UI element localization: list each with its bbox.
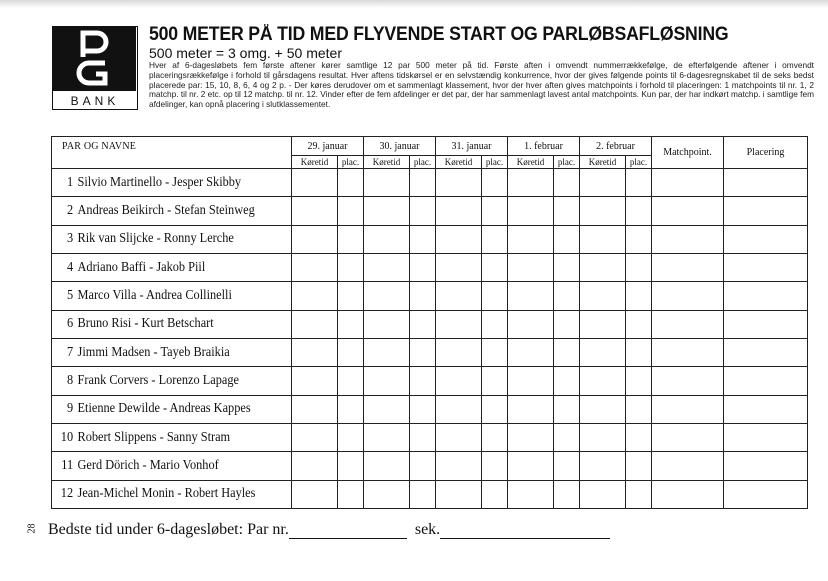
entry-cell[interactable] (410, 169, 436, 197)
results-table (51, 136, 808, 509)
table-row (52, 452, 808, 480)
pair-cell (52, 197, 292, 225)
entry-cell[interactable] (626, 452, 652, 480)
entry-cell[interactable] (410, 395, 436, 423)
entry-cell[interactable] (626, 225, 652, 253)
entry-cell[interactable] (508, 282, 554, 310)
entry-cell[interactable] (436, 253, 482, 281)
entry-cell[interactable] (724, 338, 808, 366)
entry-cell[interactable] (364, 310, 410, 338)
entry-cell[interactable] (436, 452, 482, 480)
koeretid-subheader: Køretid (364, 156, 410, 169)
entry-cell[interactable] (292, 282, 338, 310)
pair-number: 7 (66, 344, 74, 360)
bg-monogram-logo-icon (53, 27, 136, 91)
pair-names: Jimmi Madsen - Tayeb Braikia (77, 344, 230, 360)
entry-cell[interactable] (724, 480, 808, 508)
entry-cell[interactable] (410, 282, 436, 310)
entry-cell[interactable] (508, 452, 554, 480)
table-row (52, 367, 808, 395)
day-header: 29. januar (292, 137, 364, 156)
entry-cell[interactable] (652, 282, 724, 310)
entry-cell[interactable] (580, 395, 626, 423)
entry-cell[interactable] (580, 480, 626, 508)
entry-cell[interactable] (508, 480, 554, 508)
entry-cell[interactable] (724, 169, 808, 197)
entry-cell[interactable] (508, 310, 554, 338)
pair-entry (52, 373, 262, 389)
pair-number: 3 (66, 231, 74, 247)
entry-cell[interactable] (292, 169, 338, 197)
entry-cell[interactable] (580, 225, 626, 253)
entry-cell[interactable] (364, 480, 410, 508)
entry-cell[interactable] (482, 197, 508, 225)
pair-cell (52, 367, 292, 395)
entry-cell[interactable] (410, 367, 436, 395)
seconds-label: sek. (414, 521, 441, 538)
placering-column-header: Placering (724, 137, 808, 169)
entry-cell[interactable] (508, 169, 554, 197)
entry-cell[interactable] (580, 169, 626, 197)
entry-cell[interactable] (482, 282, 508, 310)
entry-cell[interactable] (436, 395, 482, 423)
koeretid-subheader: Køretid (292, 156, 338, 169)
entry-cell[interactable] (580, 197, 626, 225)
table-row (52, 338, 808, 366)
plac-subheader: plac. (410, 156, 436, 169)
entry-cell[interactable] (364, 452, 410, 480)
entry-cell[interactable] (652, 367, 724, 395)
entry-cell[interactable] (410, 197, 436, 225)
pair-cell (52, 225, 292, 253)
entry-cell[interactable] (724, 395, 808, 423)
bg-bank-logo (52, 26, 138, 110)
entry-cell[interactable] (652, 225, 724, 253)
koeretid-subheader: Køretid (436, 156, 482, 169)
pair-number-blank[interactable] (289, 522, 407, 539)
koeretid-subheader: Køretid (580, 156, 626, 169)
pair-names: Andreas Beikirch - Stefan Steinweg (77, 202, 255, 218)
entry-cell[interactable] (482, 395, 508, 423)
pair-names: Jean-Michel Monin - Robert Hayles (77, 486, 256, 502)
entry-cell[interactable] (580, 310, 626, 338)
entry-cell[interactable] (580, 367, 626, 395)
entry-cell[interactable] (338, 367, 364, 395)
pair-cell (52, 169, 292, 197)
pair-entry (52, 458, 262, 474)
entry-cell[interactable] (338, 197, 364, 225)
pair-cell (52, 253, 292, 281)
entry-cell[interactable] (292, 310, 338, 338)
pair-number: 2 (66, 202, 74, 218)
entry-cell[interactable] (724, 253, 808, 281)
entry-cell[interactable] (652, 480, 724, 508)
plac-subheader: plac. (482, 156, 508, 169)
entry-cell[interactable] (292, 395, 338, 423)
pair-entry (52, 401, 262, 417)
pair-cell (52, 452, 292, 480)
entry-cell[interactable] (508, 225, 554, 253)
entry-cell[interactable] (436, 169, 482, 197)
entry-cell[interactable] (508, 423, 554, 451)
pair-entry (52, 175, 262, 191)
entry-cell[interactable] (554, 197, 580, 225)
entry-cell[interactable] (436, 282, 482, 310)
pair-number: 5 (66, 287, 74, 303)
entry-cell[interactable] (724, 282, 808, 310)
best-time-label: Bedste tid under 6-dagesløbet: Par nr. (48, 521, 289, 538)
table-row (52, 480, 808, 508)
entry-cell[interactable] (292, 367, 338, 395)
entry-cell[interactable] (626, 395, 652, 423)
entry-cell[interactable] (482, 452, 508, 480)
entry-cell[interactable] (626, 480, 652, 508)
entry-cell[interactable] (580, 282, 626, 310)
page-title: 500 METER PÅ TID MED FLYVENDE START OG PARLØBSAFLØSNING (149, 24, 729, 45)
entry-cell[interactable] (482, 480, 508, 508)
entry-cell[interactable] (364, 367, 410, 395)
entry-cell[interactable] (652, 423, 724, 451)
entry-cell[interactable] (580, 253, 626, 281)
entry-cell[interactable] (364, 225, 410, 253)
entry-cell[interactable] (724, 367, 808, 395)
entry-cell[interactable] (338, 169, 364, 197)
entry-cell[interactable] (338, 282, 364, 310)
plac-subheader: plac. (338, 156, 364, 169)
table-row (52, 282, 808, 310)
entry-cell[interactable] (292, 480, 338, 508)
pair-entry (52, 288, 262, 304)
entry-cell[interactable] (436, 367, 482, 395)
entry-cell[interactable] (292, 452, 338, 480)
pair-names: Adriano Baffi - Jakob Piil (77, 259, 206, 275)
entry-cell[interactable] (338, 480, 364, 508)
pair-entry (52, 260, 262, 276)
day-header: 2. februar (580, 137, 652, 156)
table-row (52, 225, 808, 253)
intro-paragraph: Hver af 6-dagesløbets fem første aftener kører samtlige 12 par 500 meter på tid. Første aften i omvendt nummerrækkefølge, de efterfølgende aftener i omvendt placeringsrækkefølge i forhold til gårsdagens resultat. Hver aftens tidskørsel er en selvstændig konkurrence, hvor der gives følgende points til 6-dagesregnskabet til de seks bedst placerede par: 15, 10, 8, 6, 4 og 2 p. - Der køres derudover om et sammenlagt klassement, hvor der hver aften gives matchpoints i forhold til placeringen: 1 matchpoints til nr. 1, 2 matchp. til nr. 2 etc. op til 12 matchp. til nr. 12. Vinder efter de fem afdelinger er det par, der har sammenlagt lavest antal matchpoints. Kun par, der har indkørt matchp. i samtlige fem afdelinger, kan opnå placering i slutklassementet. (149, 60, 814, 110)
entry-cell[interactable] (436, 310, 482, 338)
entry-cell[interactable] (410, 253, 436, 281)
entry-cell[interactable] (482, 423, 508, 451)
pair-number: 1 (66, 174, 74, 190)
entry-cell[interactable] (508, 395, 554, 423)
entry-cell[interactable] (364, 338, 410, 366)
entry-cell[interactable] (554, 253, 580, 281)
entry-cell[interactable] (508, 367, 554, 395)
entry-cell[interactable] (436, 480, 482, 508)
entry-cell[interactable] (508, 338, 554, 366)
day-header: 30. januar (364, 137, 436, 156)
entry-cell[interactable] (554, 395, 580, 423)
page-number: 28 (26, 523, 38, 534)
entry-cell[interactable] (554, 225, 580, 253)
entry-cell[interactable] (626, 282, 652, 310)
entry-cell[interactable] (652, 310, 724, 338)
entry-cell[interactable] (482, 310, 508, 338)
entry-cell[interactable] (410, 310, 436, 338)
entry-cell[interactable] (410, 452, 436, 480)
table-row (52, 395, 808, 423)
entry-cell[interactable] (410, 338, 436, 366)
pair-entry (52, 345, 262, 361)
pair-names: Silvio Martinello - Jesper Skibby (77, 174, 242, 190)
entry-cell[interactable] (364, 169, 410, 197)
entry-cell[interactable] (724, 452, 808, 480)
entry-cell[interactable] (292, 338, 338, 366)
entry-cell[interactable] (580, 423, 626, 451)
pair-number: 10 (60, 429, 74, 445)
entry-cell[interactable] (338, 423, 364, 451)
entry-cell[interactable] (338, 452, 364, 480)
pair-entry (52, 316, 262, 332)
entry-cell[interactable] (554, 169, 580, 197)
entry-cell[interactable] (292, 225, 338, 253)
entry-cell[interactable] (652, 169, 724, 197)
entry-cell[interactable] (508, 253, 554, 281)
entry-cell[interactable] (410, 423, 436, 451)
entry-cell[interactable] (580, 338, 626, 366)
entry-cell[interactable] (338, 253, 364, 281)
entry-cell[interactable] (482, 253, 508, 281)
entry-cell[interactable] (292, 197, 338, 225)
pair-rows (52, 169, 808, 509)
entry-cell[interactable] (652, 452, 724, 480)
entry-cell[interactable] (410, 480, 436, 508)
table-row (52, 169, 808, 197)
table-row (52, 253, 808, 281)
pair-number: 6 (66, 316, 74, 332)
entry-cell[interactable] (292, 253, 338, 281)
names-column-header: PAR OG NAVNE (52, 137, 292, 169)
day-header: 31. januar (436, 137, 508, 156)
entry-cell[interactable] (364, 197, 410, 225)
pair-cell (52, 338, 292, 366)
pair-entry (52, 203, 262, 219)
entry-cell[interactable] (626, 423, 652, 451)
entry-cell[interactable] (292, 423, 338, 451)
entry-cell[interactable] (482, 225, 508, 253)
pair-cell (52, 282, 292, 310)
pair-names: Bruno Risi - Kurt Betschart (77, 316, 214, 332)
entry-cell[interactable] (482, 338, 508, 366)
pair-cell (52, 310, 292, 338)
entry-cell[interactable] (652, 197, 724, 225)
entry-cell[interactable] (364, 423, 410, 451)
entry-cell[interactable] (364, 253, 410, 281)
entry-cell[interactable] (338, 310, 364, 338)
pair-entry (52, 231, 262, 247)
entry-cell[interactable] (338, 225, 364, 253)
entry-cell[interactable] (338, 395, 364, 423)
page-subtitle: 500 meter = 3 omg. + 50 meter (149, 45, 342, 61)
entry-cell[interactable] (410, 225, 436, 253)
entry-cell[interactable] (724, 423, 808, 451)
entry-cell[interactable] (626, 367, 652, 395)
pair-number: 4 (66, 259, 74, 275)
entry-cell[interactable] (724, 310, 808, 338)
entry-cell[interactable] (626, 197, 652, 225)
pair-cell (52, 480, 292, 508)
table-row (52, 423, 808, 451)
entry-cell[interactable] (554, 367, 580, 395)
seconds-blank[interactable] (440, 522, 610, 539)
entry-cell[interactable] (436, 225, 482, 253)
entry-cell[interactable] (436, 197, 482, 225)
plac-subheader: plac. (626, 156, 652, 169)
entry-cell[interactable] (554, 423, 580, 451)
koeretid-subheader: Køretid (508, 156, 554, 169)
pair-number: 12 (60, 486, 74, 502)
entry-cell[interactable] (580, 452, 626, 480)
entry-cell[interactable] (364, 282, 410, 310)
entry-cell[interactable] (626, 310, 652, 338)
entry-cell[interactable] (436, 423, 482, 451)
entry-cell[interactable] (554, 452, 580, 480)
entry-cell[interactable] (724, 197, 808, 225)
table-row (52, 197, 808, 225)
entry-cell[interactable] (364, 395, 410, 423)
entry-cell[interactable] (554, 282, 580, 310)
pair-cell (52, 423, 292, 451)
day-header: 1. februar (508, 137, 580, 156)
table-row (52, 310, 808, 338)
pair-names: Marco Villa - Andrea Collinelli (77, 287, 232, 303)
logo-bank-text: BANK (70, 94, 120, 108)
entry-cell[interactable] (652, 395, 724, 423)
pair-names: Gerd Dörich - Mario Vonhof (77, 457, 219, 473)
entry-cell[interactable] (724, 225, 808, 253)
entry-cell[interactable] (482, 169, 508, 197)
entry-cell[interactable] (508, 197, 554, 225)
entry-cell[interactable] (338, 338, 364, 366)
scan-edge-shadow (0, 0, 828, 8)
pair-names: Rik van Slijcke - Ronny Lerche (77, 231, 234, 247)
pair-names: Etienne Dewilde - Andreas Kappes (77, 401, 251, 417)
matchpoints-column-header: Matchpoint. (652, 137, 724, 169)
entry-cell[interactable] (626, 338, 652, 366)
pair-number: 8 (66, 372, 74, 388)
entry-cell[interactable] (554, 338, 580, 366)
pair-names: Robert Slippens - Sanny Stram (77, 429, 231, 445)
pair-entry (52, 486, 262, 502)
entry-cell[interactable] (626, 169, 652, 197)
pair-entry (52, 430, 262, 446)
pair-cell (52, 395, 292, 423)
pair-names: Frank Corvers - Lorenzo Lapage (77, 372, 239, 388)
entry-cell[interactable] (482, 367, 508, 395)
pair-number: 9 (66, 401, 74, 417)
entry-cell[interactable] (626, 253, 652, 281)
entry-cell[interactable] (554, 480, 580, 508)
best-time-footer (48, 521, 610, 539)
entry-cell[interactable] (554, 310, 580, 338)
entry-cell[interactable] (652, 253, 724, 281)
entry-cell[interactable] (652, 338, 724, 366)
pair-number: 11 (61, 457, 74, 473)
plac-subheader: plac. (554, 156, 580, 169)
entry-cell[interactable] (436, 338, 482, 366)
